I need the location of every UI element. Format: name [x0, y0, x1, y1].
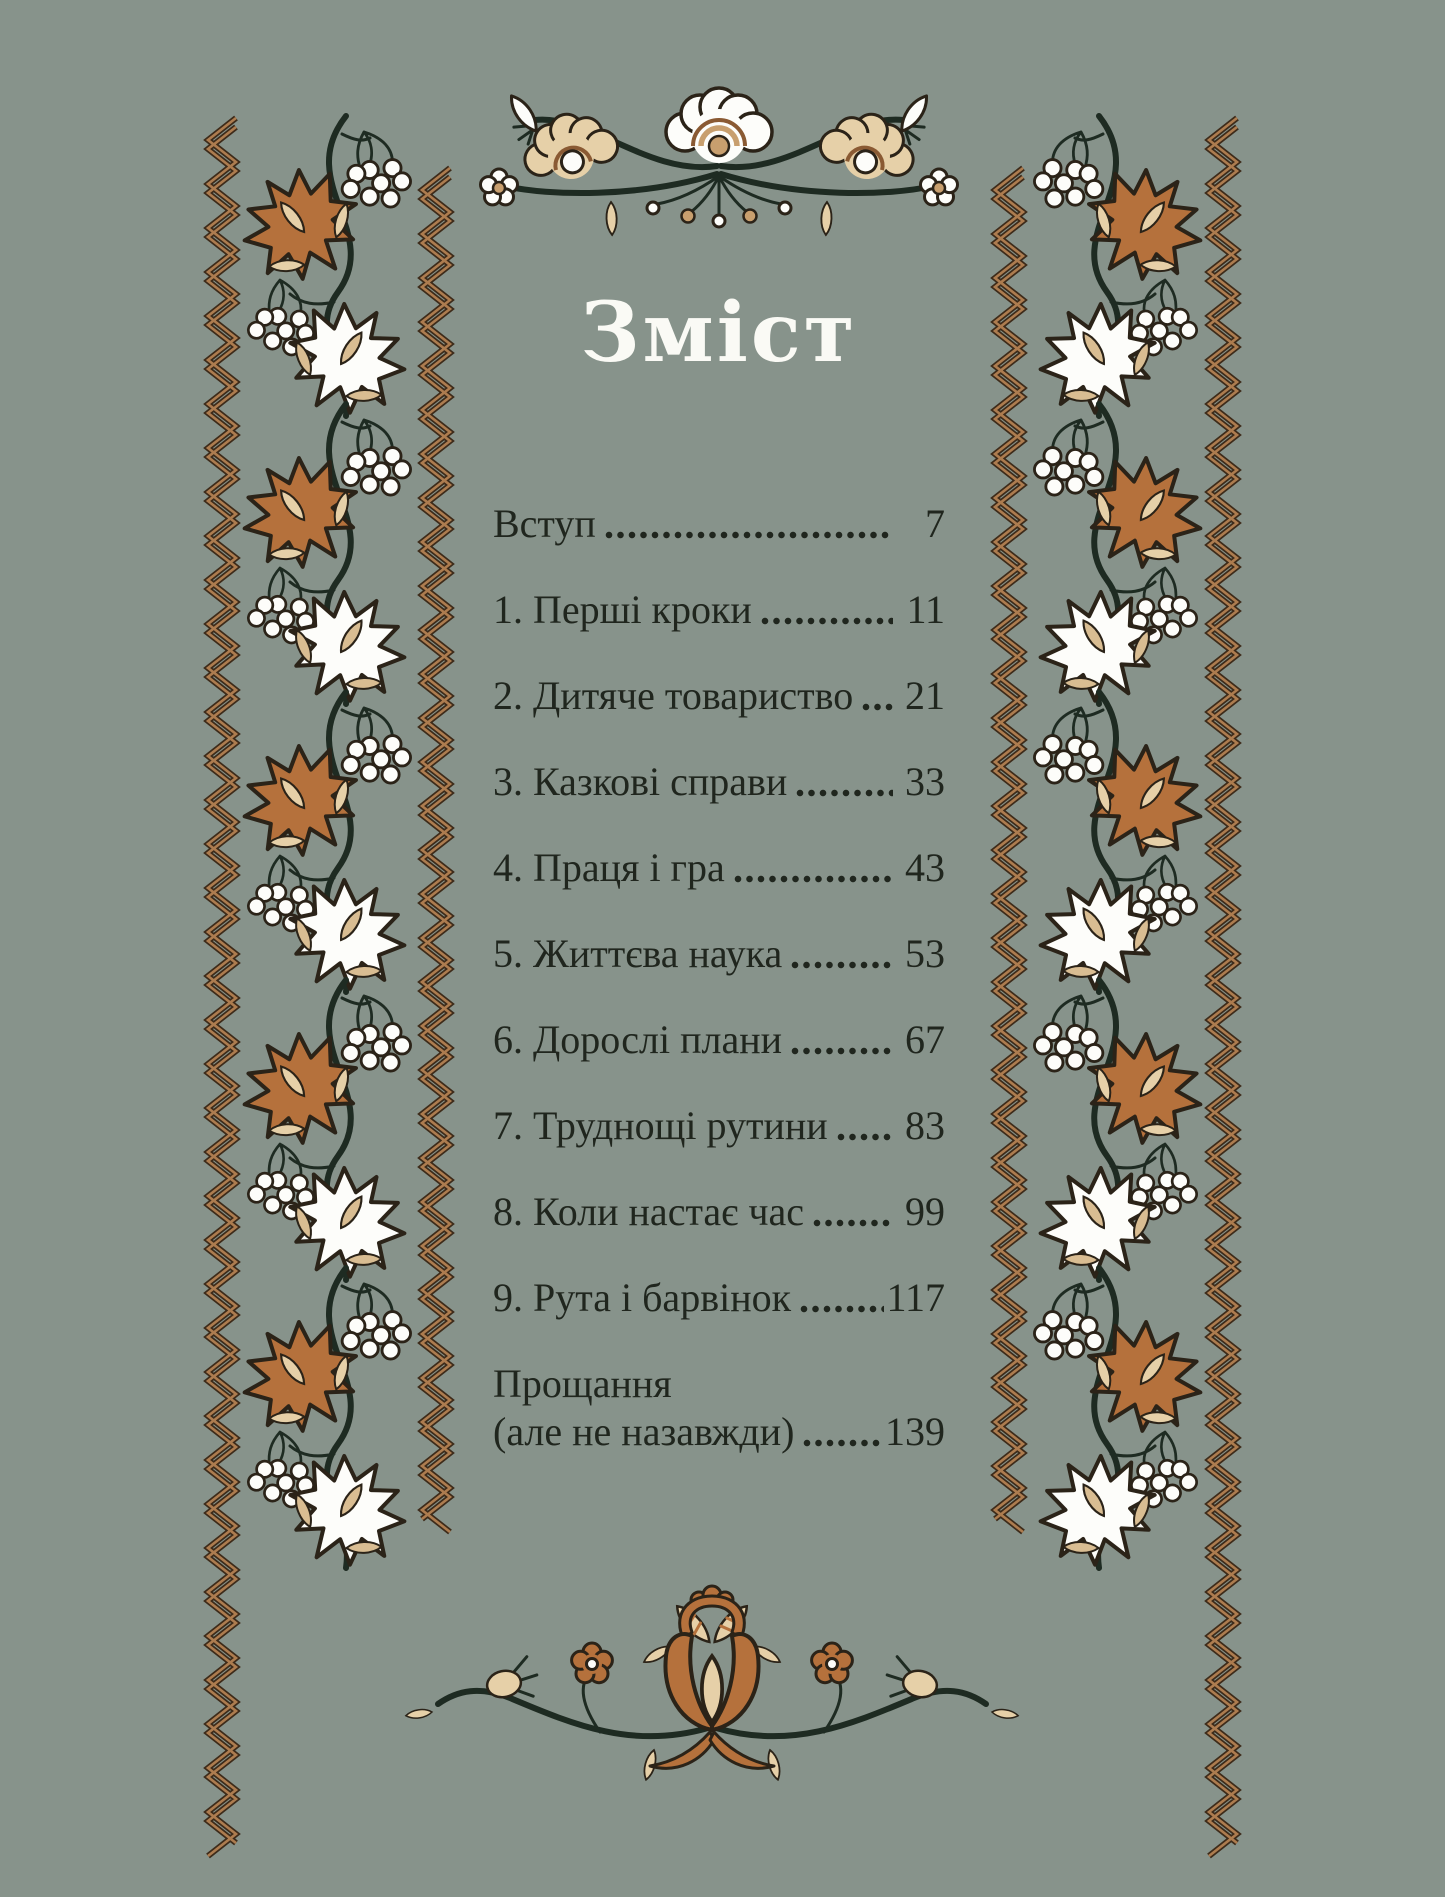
dot-leader [862, 703, 893, 711]
toc-entry-label: 1. Перші кроки [493, 587, 752, 632]
toc-entry [493, 1188, 945, 1236]
toc-entry-label: 5. Життєва наука [493, 931, 783, 976]
toc-entry-line [493, 1188, 945, 1236]
toc-entry-page: 67 [905, 1017, 945, 1062]
toc-entry-page: 11 [906, 587, 945, 632]
toc-entry [493, 586, 945, 634]
toc-entry-page: 33 [905, 759, 945, 804]
zigzag-border-outer-left [199, 118, 245, 1862]
header-center-flower [647, 88, 791, 227]
toc-entry-line [493, 844, 945, 892]
dot-leader [796, 789, 893, 797]
toc-entry-line [493, 1360, 945, 1408]
toc-entry-page: 139 [885, 1409, 945, 1454]
toc-entry-label: 3. Казкові справи [493, 759, 788, 804]
dot-leader [791, 961, 893, 969]
toc-entry-line [493, 672, 945, 720]
toc-entry-label: Прощання [493, 1361, 672, 1406]
toc-entry-label: 7. Труднощі рутини [493, 1103, 828, 1148]
dot-leader [803, 1439, 883, 1447]
toc-entry-line [493, 500, 945, 548]
toc-entry-page: 83 [905, 1103, 945, 1148]
dot-leader [791, 1047, 893, 1055]
toc-entry-page: 21 [905, 673, 945, 718]
dot-leader [837, 1133, 893, 1141]
toc-entry [493, 1360, 945, 1456]
toc-entry-line [493, 1016, 945, 1064]
toc-entry [493, 672, 945, 720]
toc-entry-line [493, 758, 945, 806]
page-title: Зміст [580, 285, 858, 381]
toc-entry-page: 43 [905, 845, 945, 890]
toc-entry-label: 4. Праця і гра [493, 845, 725, 890]
dot-leader [761, 617, 893, 625]
toc-entry [493, 930, 945, 978]
toc-entry [493, 844, 945, 892]
toc-entry-page: 53 [905, 931, 945, 976]
toc-entry-label: 8. Коли настає час [493, 1189, 804, 1234]
toc-entry-page: 117 [886, 1275, 945, 1320]
zigzag-border-inner-left [413, 168, 459, 1532]
toc-entry-label: 6. Дорослі плани [493, 1017, 783, 1062]
footer-center-tulip [650, 1586, 774, 1768]
toc-entry-line [493, 930, 945, 978]
toc-list [493, 500, 945, 1494]
folk-floral-header-ornament [399, 80, 1039, 225]
toc-entry-label: 2. Дитяче товариство [493, 673, 854, 718]
leaf-vine-border-left [250, 122, 400, 1572]
toc-entry-page: 7 [925, 501, 945, 546]
toc-entry-label: Вступ [493, 501, 596, 546]
dot-leader [800, 1305, 884, 1313]
folk-tulip-footer-ornament [392, 1582, 1032, 1792]
toc-entry [493, 1016, 945, 1064]
toc-entry-label: (але не назавжди) [493, 1409, 795, 1454]
dot-leader [813, 1219, 893, 1227]
leaf-vine-border-right [1045, 122, 1195, 1572]
zigzag-border-inner-right [986, 168, 1032, 1532]
zigzag-border-outer-right [1200, 118, 1246, 1862]
toc-entry [493, 500, 945, 548]
toc-entry [493, 1102, 945, 1150]
dot-leader [734, 875, 893, 883]
toc-entry [493, 758, 945, 806]
toc-entry-line [493, 1408, 945, 1456]
toc-entry-label: 9. Рута і барвінок [493, 1275, 792, 1320]
toc-entry-line [493, 586, 945, 634]
dot-leader [605, 531, 893, 539]
toc-entry-line [493, 1102, 945, 1150]
toc-entry [493, 1274, 945, 1322]
toc-entry-line [493, 1274, 945, 1322]
toc-entry-page: 99 [905, 1189, 945, 1234]
